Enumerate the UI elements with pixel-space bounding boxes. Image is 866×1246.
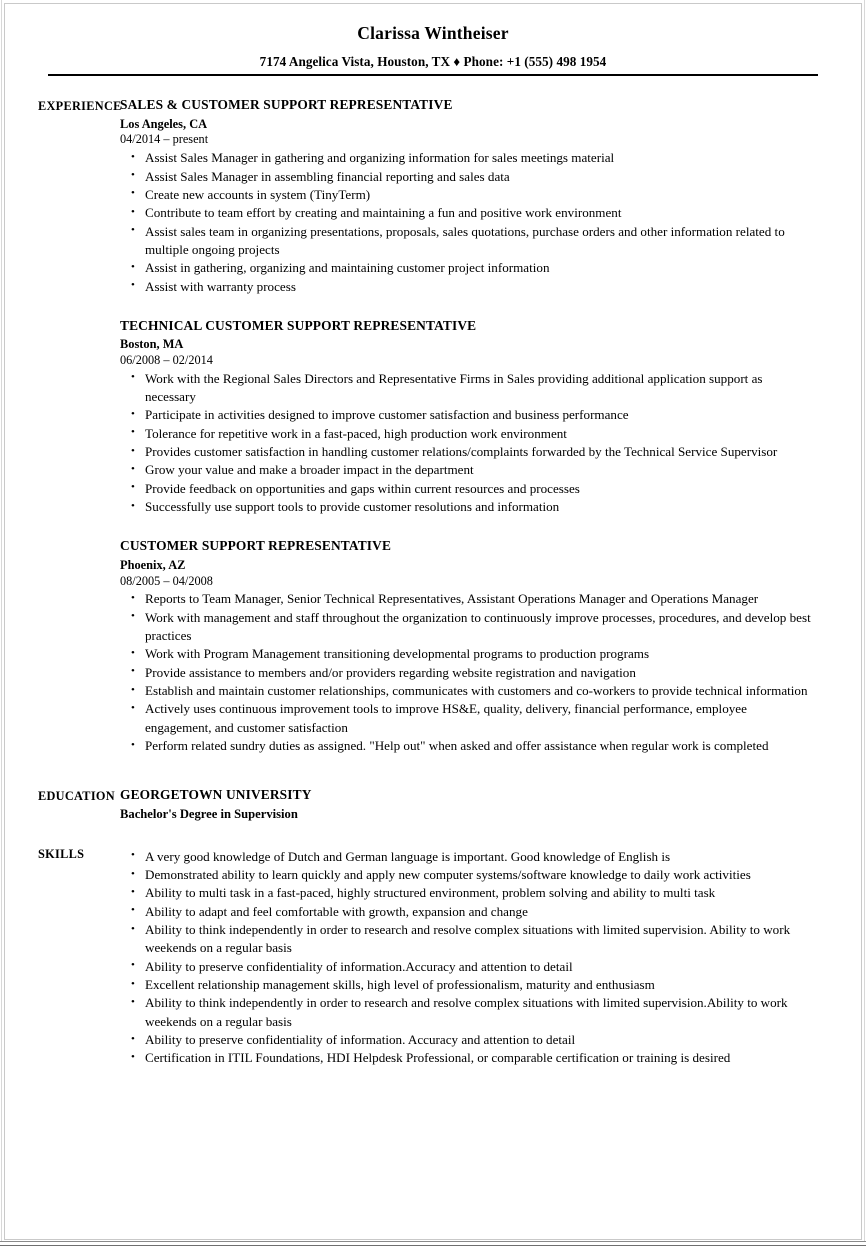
job-bullet: • Assist Sales Manager in assembling financial reporting and sales data [120,168,816,186]
section-experience [0,97,866,755]
job-entry [120,97,816,296]
page-bottom-edge [0,1241,866,1246]
section-education [0,787,866,821]
job-bullet: • Assist with warranty process [120,278,816,296]
job-bullet: • Establish and maintain customer relationships, communicates with customers and co-workers to provide technical information [120,682,816,700]
job-entry [120,538,816,755]
job-bullet: • Successfully use support tools to provide customer resolutions and information [120,498,816,516]
education-body [120,787,866,821]
contact-line: 7174 Angelica Vista, Houston, TX ♦ Phone: +1 (555) 498 1954 [259,54,607,70]
skill-bullet: • Ability to adapt and feel comfortable with growth, expansion and change [120,903,810,921]
job-dates: 08/2005 – 04/2008 [120,573,213,588]
job-bullet: • Assist in gathering, organizing and maintaining customer project information [120,259,816,277]
section-skills [0,846,866,1068]
job-bullet: • Provides customer satisfaction in handling customer relations/complaints forwarded by the Technical Service Supervisor [120,443,816,461]
job-dates: 04/2014 – present [120,132,209,147]
job-bullet: • Actively uses continuous improvement tools to improve HS&E, quality, delivery, financial performance, employee engagement, and customer satisfaction [120,700,816,737]
job-location: Boston, MA [120,337,184,352]
job-bullet: • Work with management and staff throughout the organization to continuously improve processes, procedures, and develop best practices [120,609,816,646]
job-bullet: • Work with Program Management transitioning developmental programs to production programs [120,645,816,663]
skill-bullet: • Ability to think independently in order to research and resolve complex situations with limited supervision.Ability to work weekends on a regular basis [120,994,810,1031]
job-bullet: • Contribute to team effort by creating and maintaining a fun and positive work environment [120,204,816,222]
skill-bullet: • Ability to multi task in a fast-paced, highly structured environment, problem solving and ability to multi task [120,884,810,902]
section-label-skills: SKILLS [38,846,85,861]
job-bullet: • Create new accounts in system (TinyTerm) [120,186,816,204]
experience-body [120,97,866,755]
skill-bullet: • Ability to preserve confidentiality of information.Accuracy and attention to detail [120,958,810,976]
skill-bullet: • Ability to preserve confidentiality of information. Accuracy and attention to detail [120,1031,810,1049]
section-label-education: EDUCATION [38,789,115,804]
skills-bullet-list [120,848,810,1068]
job-bullet: • Participate in activities designed to improve customer satisfaction and business performance [120,406,816,424]
skill-bullet: • A very good knowledge of Dutch and German language is important. Good knowledge of English is [120,848,810,866]
job-bullet-list [120,370,816,517]
skill-bullet: • Excellent relationship management skills, high level of professionalism, maturity and enthusiasm [120,976,810,994]
job-bullet: • Reports to Team Manager, Senior Technical Representatives, Assistant Operations Manager and Operations Manager [120,590,816,608]
job-bullet: • Assist Sales Manager in gathering and organizing information for sales meetings material [120,149,816,167]
job-title: TECHNICAL CUSTOMER SUPPORT REPRESENTATIVE [120,317,477,333]
job-title: SALES & CUSTOMER SUPPORT REPRESENTATIVE [120,97,453,113]
skill-bullet: • Ability to think independently in order to research and resolve complex situations with limited supervision. Ability to work weekends on a regular basis [120,921,810,958]
job-bullet: • Work with the Regional Sales Directors and Representative Firms in Sales providing additional application support as necessary [120,370,816,407]
job-bullet: • Assist sales team in organizing presentations, proposals, sales quotations, purchase orders and other information related to multiple ongoing projects [120,223,816,260]
candidate-name: Clarissa Wintheiser [357,23,509,43]
section-label-experience: EXPERIENCE [38,99,122,114]
job-bullet: • Provide assistance to members and/or providers regarding website registration and navigation [120,664,816,682]
job-entry [120,318,816,517]
job-location: Los Angeles, CA [120,116,208,131]
education-degree: Bachelor's Degree in Supervision [120,806,298,821]
resume-header [0,0,866,76]
job-dates: 06/2008 – 02/2014 [120,353,213,368]
header-divider [48,74,818,76]
job-title: CUSTOMER SUPPORT REPRESENTATIVE [120,538,392,554]
job-bullet-list [120,590,816,755]
job-bullet: • Provide feedback on opportunities and gaps within current resources and processes [120,480,816,498]
job-location: Phoenix, AZ [120,557,186,572]
job-bullet: • Perform related sundry duties as assigned. "Help out" when asked and offer assistance when regular work is completed [120,737,816,755]
job-bullet: • Grow your value and make a broader impact in the department [120,461,816,479]
skills-body [120,846,866,1068]
job-bullet-list [120,149,816,296]
job-bullet: • Tolerance for repetitive work in a fast-paced, high production work environment [120,425,816,443]
skill-bullet: • Certification in ITIL Foundations, HDI Helpdesk Professional, or comparable certification or training is desired [120,1049,810,1067]
education-school: GEORGETOWN UNIVERSITY [120,787,312,803]
skill-bullet: • Demonstrated ability to learn quickly and apply new computer systems/software knowledge to daily work activities [120,866,810,884]
